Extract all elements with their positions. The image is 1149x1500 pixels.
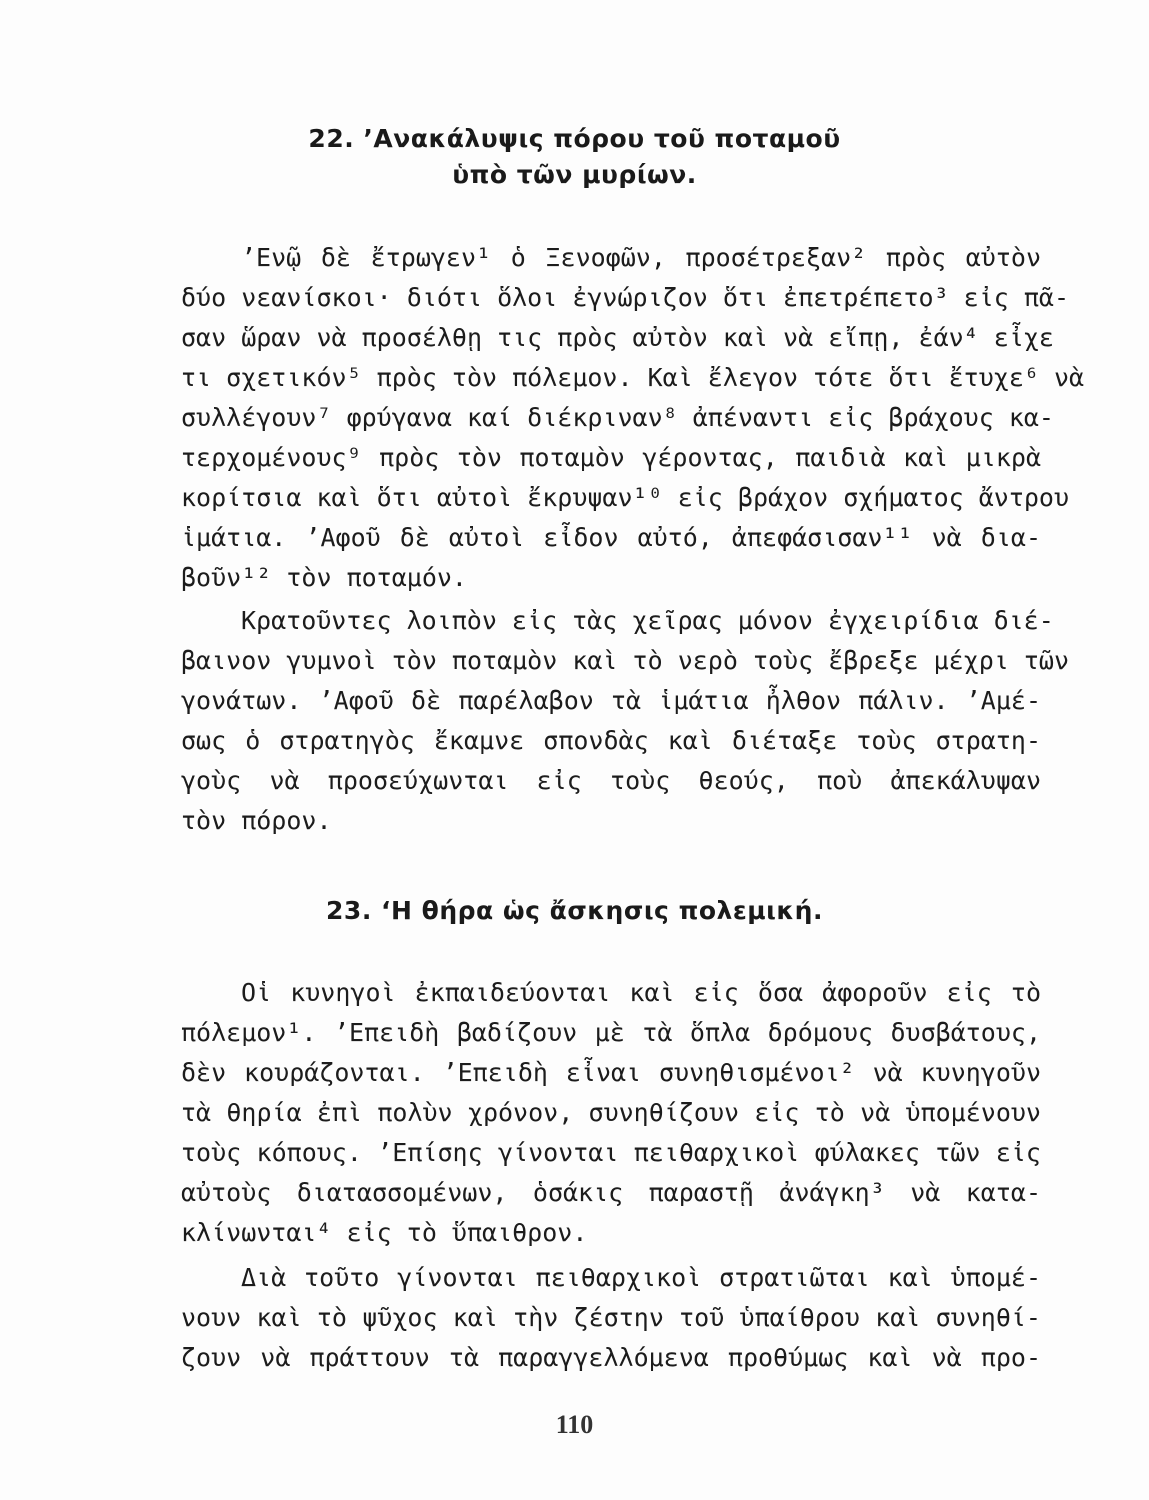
paragraph-line: Διὰ τοῦτο γίνονται πειθαρχικοὶ στρατιῶται καὶ ὑπομέ- (241, 1263, 1041, 1292)
paragraph-line: νουν καὶ τὸ ψῦχος καὶ τὴν ζέστην τοῦ ὑπαίθρου καὶ συνηθί- (181, 1303, 1041, 1332)
paragraph-line: βοῦν¹² τὸν ποταμόν. (181, 563, 467, 592)
paragraph-line: πόλεμον¹. ’Επειδὴ βαδίζουν μὲ τὰ ὅπλα δρόμους δυσβάτους, (181, 1018, 1041, 1047)
page-number: 110 (555, 1410, 594, 1439)
paragraph-line: τὸν πόρον. (181, 806, 332, 835)
paragraph-line: Κρατοῦντες λοιπὸν εἰς τὰς χεῖρας μόνον ἐγχειρίδια διέ- (241, 606, 1054, 635)
paragraph-line: ζουν νὰ πράττουν τὰ παραγγελλόμενα προθύμως καὶ νὰ προ- (181, 1343, 1041, 1372)
paragraph-line: δύο νεανίσκοι· διότι ὅλοι ἐγνώριζον ὅτι ἐπετρέπετο³ εἰς πᾶ- (181, 283, 1070, 312)
section-23-title: 23. ‘Η θήρα ὡς ἄσκησις πολεμική. (326, 896, 823, 925)
paragraph-line: τὰ θηρία ἐπὶ πολὺν χρόνον, συνηθίζουν εἰς τὸ νὰ ὑπομένουν (181, 1098, 1041, 1127)
paragraph-line: γονάτων. ’Αφοῦ δὲ παρέλαβον τὰ ἱμάτια ἦλθον πάλιν. ’Αμέ- (181, 686, 1041, 715)
paragraph-line: βαινον γυμνοὶ τὸν ποταμὸν καὶ τὸ νερὸ τοὺς ἔβρεξε μέχρι τῶν (181, 646, 1070, 675)
paragraph-line: Οἱ κυνηγοὶ ἐκπαιδεύονται καὶ εἰς ὅσα ἀφοροῦν εἰς τὸ (241, 978, 1041, 1007)
paragraph-line: τοὺς κόπους. ’Επίσης γίνονται πειθαρχικοὶ φύλακες τῶν εἰς (181, 1138, 1041, 1167)
paragraph-line: τερχομένους⁹ πρὸς τὸν ποταμὸν γέροντας, παιδιὰ καὶ μικρὰ (181, 443, 1041, 472)
paragraph-line: σαν ὥραν νὰ προσέλθῃ τις πρὸς αὐτὸν καὶ νὰ εἴπῃ, ἐάν⁴ εἶχε (181, 323, 1054, 352)
paragraph-line: κλίνωνται⁴ εἰς τὸ ὕπαιθρον. (181, 1218, 588, 1247)
paragraph-line: κορίτσια καὶ ὅτι αὐτοὶ ἔκρυψαν¹⁰ εἰς βράχον σχήματος ἄντρου (181, 483, 1070, 512)
paragraph-line: δὲν κουράζονται. ’Επειδὴ εἶναι συνηθισμένοι² νὰ κυνηγοῦν (181, 1058, 1041, 1087)
paragraph-line: αὐτοὺς διατασσομένων, ὁσάκις παραστῇ ἀνάγκη³ νὰ κατα- (181, 1178, 1041, 1207)
paragraph-line: σως ὁ στρατηγὸς ἔκαμνε σπονδὰς καὶ διέταξε τοὺς στρατη- (181, 726, 1041, 755)
paragraph-line: γοὺς νὰ προσεύχωνται εἰς τοὺς θεούς, ποὺ ἀπεκάλυψαν (181, 766, 1041, 795)
section-22-title-line-1: 22. ’Ανακάλυψις πόρου τοῦ ποταμοῦ (308, 124, 841, 153)
paragraph-line: ’Ενῷ δὲ ἔτρωγεν¹ ὁ Ξενοφῶν, προσέτρεξαν² πρὸς αὐτὸν (241, 243, 1041, 272)
section-22-title-line-2: ὑπὸ τῶν μυρίων. (452, 160, 697, 189)
paragraph-line: ἱμάτια. ’Αφοῦ δὲ αὐτοὶ εἶδον αὐτό, ἀπεφάσισαν¹¹ νὰ δια- (181, 523, 1041, 552)
paragraph-line: τι σχετικόν⁵ πρὸς τὸν πόλεμον. Καὶ ἔλεγον τότε ὅτι ἔτυχε⁶ νὰ (181, 363, 1085, 392)
paragraph-line: συλλέγουν⁷ φρύγανα καί διέκριναν⁸ ἀπέναντι εἰς βράχους κα- (181, 403, 1054, 432)
